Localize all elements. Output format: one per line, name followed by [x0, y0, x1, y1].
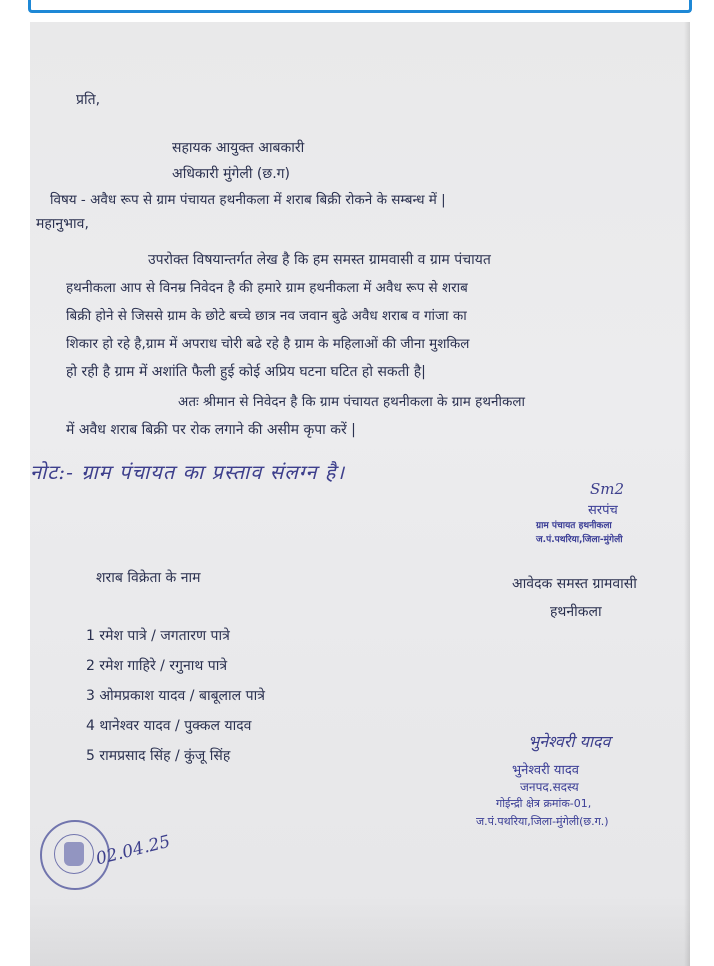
body-line-7: में अवैध शराब बिक्री पर रोक लगाने की असीम कृपा करें |	[66, 422, 356, 438]
body-line-5: हो रही है ग्राम में अशांति फैली हुई कोई अप्रिय घटना घटित हो सकती है|	[66, 364, 426, 380]
subject-line: विषय - अवैध रूप से ग्राम पंचायत हथनीकला में शराब बिक्री रोकने के सम्बन्ध में |	[50, 192, 446, 208]
sarpanch-signature: Sm2	[590, 480, 625, 498]
member-signature: भुनेश्वरी यादव	[528, 732, 611, 751]
applicant-line2: हथनीकला	[550, 604, 602, 620]
sellers-heading: शराब विक्रेता के नाम	[96, 570, 201, 586]
seller-item-4: 4 थानेश्वर यादव / पुक्कल यादव	[86, 718, 252, 734]
addressee-line2: अधिकारी मुंगेली (छ.ग)	[172, 166, 291, 182]
seal-date: 02.04.25	[94, 831, 173, 870]
handwritten-note: नोट:- ग्राम पंचायत का प्रस्ताव संलग्न है।	[30, 460, 346, 484]
body-line-1: उपरोक्त विषयान्तर्गत लेख है कि हम समस्त ग्रामवासी व ग्राम पंचायत	[148, 252, 491, 268]
seller-item-2: 2 रमेश गाहिरे / रगुनाथ पात्रे	[86, 658, 228, 674]
addressee-line1: सहायक आयुक्त आबकारी	[172, 140, 305, 156]
body-line-3: बिक्री होने से जिससे ग्राम के छोटे बच्चे छात्र नव जवान बुढे अवैध शराब व गांजा का	[66, 308, 467, 324]
emblem-icon	[64, 842, 84, 866]
letter-paper	[30, 22, 690, 966]
sarpanch-stamp-line2: ज.पं.पथरिया,जिला-मुंगेली	[536, 535, 623, 545]
body-line-4: शिकार हो रहे है,ग्राम में अपराध चोरी बढे रहे है ग्राम के महिलाओं की जीना मुशकिल	[66, 336, 470, 352]
to-label: प्रति,	[76, 92, 101, 108]
member-stamp-line1: गोईन्द्री क्षेत्र क्रमांक-01,	[496, 797, 592, 810]
member-name: भुनेश्वरी यादव	[512, 763, 579, 778]
sarpanch-stamp-line1: ग्राम पंचायत हथनीकला	[536, 521, 612, 531]
paper-edge-shadow	[684, 22, 690, 966]
body-line-6: अतः श्रीमान से निवेदन है कि ग्राम पंचायत हथनीकला के ग्राम हथनीकला	[178, 394, 525, 410]
seller-item-3: 3 ओमप्रकाश यादव / बाबूलाल पात्रे	[86, 688, 265, 704]
member-title: जनपद.सदस्य	[520, 780, 579, 794]
body-line-2: हथनीकला आप से विनम्र निवेदन है की हमारे ग्राम हथनीकला में अवैध रूप से शराब	[66, 280, 468, 296]
seller-item-5: 5 रामप्रसाद सिंह / कुंजू सिंह	[86, 748, 231, 764]
applicant-line1: आवेदक समस्त ग्रामवासी	[512, 576, 637, 592]
member-stamp-line2: ज.पं.पथरिया,जिला-मुंगेली(छ.ग.)	[476, 815, 609, 828]
sarpanch-title: सरपंच	[588, 503, 618, 518]
paper-bottom-shade	[30, 896, 690, 966]
salutation: महानुभाव,	[36, 216, 89, 232]
top-frame-border	[28, 0, 692, 13]
seller-item-1: 1 रमेश पात्रे / जगतारण पात्रे	[86, 628, 230, 644]
